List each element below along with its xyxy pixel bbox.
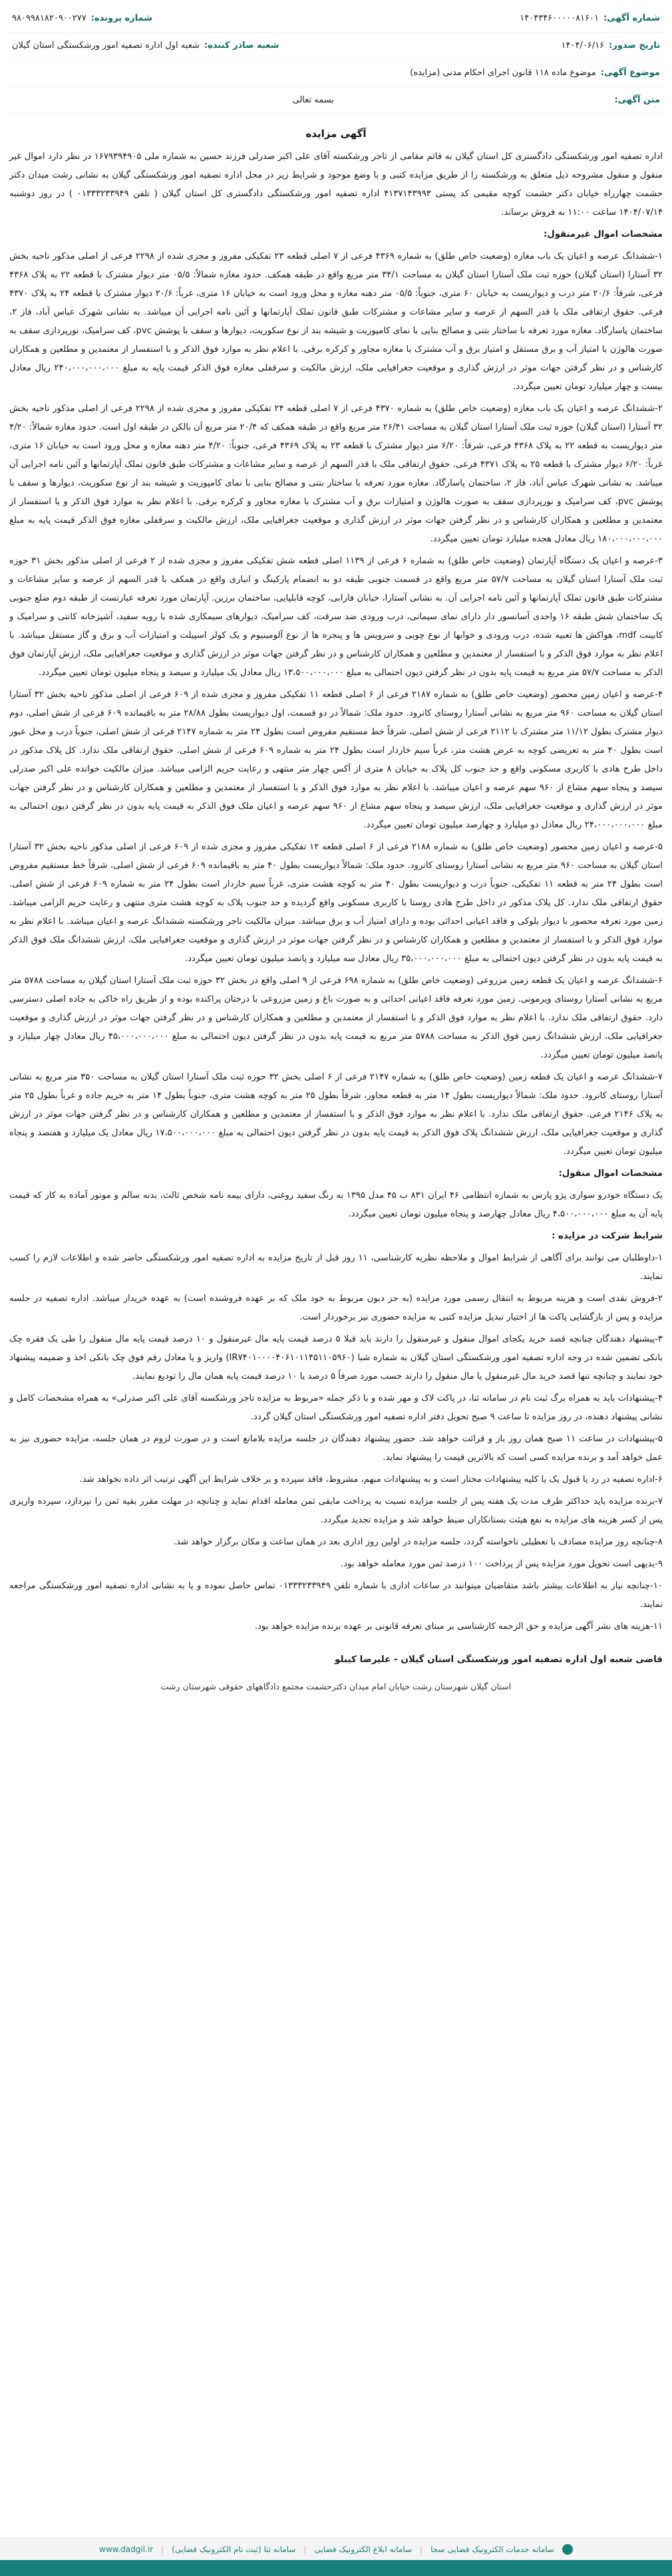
notice-title: آگهی مزایده xyxy=(305,128,367,140)
notice-body xyxy=(0,114,672,1708)
notice-paragraph: مشخصات اموال منقول: xyxy=(558,1169,663,1179)
notice-paragraph: ۶-اداره تصفیه در رد یا قبول یک یا کلیه پیشنهادات مختار است و به پیشنهادات مبهم، مشروط، فاقد سپرده و بر خلاف شرایط این آگهی ترتیب اثر داده نخواهد شد. xyxy=(79,1475,663,1485)
notice-paragraph: ۳-عرصه و اعیان یک دستگاه آپارتمان (وضعیت خاص طلق) به شماره ۶ فرعی از ۱۱۳۹ اصلی قطعه شش تفکیکی مفروز و مجزی شده از ۲ فرعی از اصلی مذکور بخش ۳۱ حوزه ثبت ملک آستارا استان گیلان به مساحت ۵۷/۷ متر مربع واقع در قسمت جنوبی طبقه دو به انضمام پارکینگ و انباری واقع در همکف با قدر السهم از عرصه و سایر مشاعات و مشترکات طبق قانون تملک آپارتمانها و آئین نامه اجرایی آن. به نشانی آستارا، خیابان فارابی، کوچه قابلپایی، ساختمان برزین. آپارتمان مورد تعرفه عبارتست از طبقه دوم ضلع جنوبی یک ساختمان شش طبقه ۱۶ واحدی آسانسور دار دارای نمای سیمانی، درب ورودی ضد سرقت، کف سرامیک، دیوارهای سیمکاری شده با رویه سفید، آشپزخانه کانتی و سرامیک و کابینت mdf، هواکش ها تعبیه شده، درب ورودی و خوابها از نوع چوبی و سرویس ها و پنجره ها از نوع آلومینیوم و یک کولر اسپیلت و امتیازات آب و برق و گاز مستقل میباشد. با اعلام نظر به موارد فوق الذکر و با استفسار از معتمدین و مطلعین و همکاران کارشناس و در نظر گرفتن جهات موثر در ارزش گذاری و موقعیت جغرافیایی ملک، ارزش آپارتمان فوق الذکر به مساحت ۵۷/۷ متر مربع به قیمت پایه بدون در نظر گرفتن دیون احتمالی به مبلغ ۱۳،۵۰۰،۰۰۰،۰۰۰ ریال معادل یک میلیارد و سیصد و پنجاه میلیون تومان تعیین میگردد. xyxy=(9,556,663,678)
notice-paragraph: مشخصات اموال غیرمنقول: xyxy=(543,229,663,239)
notice-paragraph: ۹-بدیهی است تحویل مورد مزایده پس از پرداخت ۱۰۰ درصد ثمن مورد معامله خواهد بود. xyxy=(341,1559,663,1569)
notice-paragraph: ۱۱-هزینه های نشر آگهی مزایده و حق الزحمه کارشناسی بر مبنای تعرفه قانونی بر عهده برنده مزایده خواهد بود. xyxy=(254,1622,663,1632)
judge-signature: قاضی شعبه اول اداره تصفیه امور ورشکستگی استان گیلان - علیرضا کیبلو xyxy=(335,1654,663,1665)
footer-site-link[interactable]: www.dadgil.ir xyxy=(99,2545,154,2554)
issuing-branch-label: شعبه صادر کننده: xyxy=(204,41,279,51)
notice-paragraph: ۴-پیشنهادات باید به همراه برگ ثبت نام در سامانه ثنا، در پاکت لاک و مهر شده و با ذکر جمله «مربوط به مزایده تاجر ورشکسته آقای علی اکبر صدرلی» به همراه مشخصات کامل و نشانی پیشنهاد دهنده، در روز مزایده تا ساعت ۹ صبح تحویل دفتر اداره تصفیه امور ورشکستگی استان گیلان گردد. xyxy=(9,1393,663,1422)
notice-number-label: شماره آگهی: xyxy=(603,13,660,23)
issue-date-field xyxy=(562,39,660,53)
notice-paragraph: ۲-فروش نقدی است و هزینه مربوط به انتقال رسمی مورد مزایده (به جز دیون مربوط به خود ملک که بر عهده فروشنده است) به عهده خریدار میباشد. اداره تصفیه در جلسه مزایده و پس از بازگشایی پاکت ها از اختیار تبدیل مزایده کتبی به مزایده حضوری نیز برخوردار است. xyxy=(9,1294,663,1322)
court-address: استان گیلان شهرستان رشت خیابان امام میدان دکترحشمت مجتمع دادگاههای حقوقی شهرستان رشت xyxy=(160,1681,512,1691)
notice-paragraph: اداره تصفیه امور ورشکستگی دادگستری کل استان گیلان به قائم مقامی از تاجر ورشکسته آقای علی اکبر صدرلی فرزند حسین به شماره ملی ۱۶۷۹۳۹۴۹۰۵ در نظر دارد اموال غیر منقول و منقول مشروحه ذیل متعلق به ورشکسته را از طریق مزایده کتبی و با وضع موجود و شرایط زیر در محل اداره تصفیه امور ورشکستگی گیلان به نشانی رشت میدان دکتر حشمت چهارراه خیابان دکتر حشمت کوچه مقیمی کد پستی ۴۱۳۷۱۴۳۹۹۳ اداره تصفیه امور ورشکستگی دادگستری کل استان گیلان ( تلفن ۰۱۳۳۳۲۳۳۹۴۹ ) در روز دوشنبه ۱۴۰۴/۰۷/۱۴ ساعت ۱۱:۰۰ به فروش برساند. xyxy=(9,152,663,217)
subject-field xyxy=(410,67,660,80)
case-number-value: ۹۸۰۹۹۸۱۸۲۰۹۰۰۲۷۷ xyxy=(12,13,86,23)
body-label-field xyxy=(614,94,660,107)
notice-paragraph: ۱-داوطلبان می توانند برای آگاهی از شرایط اموال و ملاحظه نظریه کارشناسی، ۱۱ روز قبل از تاریخ مزایده به اداره تصفیه امور ورشکستگی حاضر شده و اطلاعات لازم را کسب نمایند. xyxy=(9,1253,663,1282)
besmele-text: بسمه تعالی xyxy=(292,95,334,105)
issue-date-value: ۱۴۰۴/۰۶/۱۶ xyxy=(561,41,605,51)
footer-separator: | xyxy=(161,2545,164,2554)
body-label: متن آگهی: xyxy=(614,95,660,105)
footer-links-strip xyxy=(0,2538,672,2560)
notice-paragraph: ۸-چنانچه روز مزایده مصادف با تعطیلی ناخواسته گردد، جلسه مزایده در اولین روز اداری بعد در همان ساعت و مکان برگزار خواهد شد. xyxy=(173,1537,663,1547)
notice-number-field xyxy=(520,12,660,25)
header-row-2 xyxy=(8,33,664,60)
notice-paragraph: یک دستگاه خودرو سواری پژو پارس به شماره انتظامی ۴۶ ایران ۸۳۱ ب ۴۵ مدل ۱۳۹۵ به رنگ سفید روغنی، دارای بیمه نامه شخص ثالث، بدنه سالم و موتور آماده به کار که قیمت پایه آن به مبلغ ۴،۵۰۰،۰۰۰،۰۰۰ ریال معادل چهارصد و پنجاه میلیون تومان تعیین میگردد. xyxy=(9,1191,663,1219)
header-row-1 xyxy=(8,5,664,33)
case-number-label: شماره پرونده: xyxy=(90,13,153,23)
issuing-branch-field xyxy=(12,39,279,53)
header-row-4 xyxy=(8,87,664,114)
subject-label: موضوع آگهی: xyxy=(600,68,660,78)
footer-link-saja[interactable]: سامانه خدمات الکترونیک قضایی سجا xyxy=(430,2545,554,2554)
paragraph-list xyxy=(9,148,663,1636)
notice-paragraph: ۵-عرصه و اعیان زمین محصور (وضعیت خاص طلق) به شماره ۲۱۸۸ فرعی از ۶ اصلی قطعه ۱۲ تفکیکی مفروز و مجزی شده از ۶۰۹ فرعی از اصلی مذکور ناحیه بخش ۳۲ آستارا استان گیلان به مساحت ۹۶۰ متر مربع به نشانی آستارا روستای کانرود. حدود ملک: شمالاً دیواریست بطول ۴۰ متر به باقیمانده ۶۰۹ فرعی از شش اصلی، شرقاً خط مستقیم مفروض است بطول ۲۴ متر به قطعه ۱۱ تفکیکی، جنوباً درب و دیواریست بطول ۴۰ متر به کوچه هشت متری، غرباً سیم خاردار است بطول ۲۴ متر به شماره ۶۰۹ فرعی از شش اصلی. حقوق ارتفاقی ملک ندارد. کل پلاک مذکور در داخل طرح هادی روستا با کاربری مسکونی واقع گردیده و حد جنوب پلاک به کوچه هشت متری منتهی و رعایت حریم الزامی میباشد. زمین مورد تعرفه محصور با دیوار بلوکی و فاقد اعیانی احداثی بوده و دارای امتیاز آب و برق میباشد. میزان مالکیت تاجر ورشکسته ششدانگ عرصه و اعیان میباشد. با اعلام نظر به موارد فوق الذکر و با استفسار از معتمدین و مطلعین و همکاران کارشناس و در نظر گرفتن جهات موثر در ارزش گذاری و موقعیت جغرافیایی ملک، ارزش ششدانگ ملک فوق الذکر به قیمت پایه بدون در نظر گرفتن دیون احتمالی به مبلغ ۳۵،۰۰۰،۰۰۰،۰۰۰ ریال معادل سه میلیارد و پانصد میلیون تومان تعیین میگردد. xyxy=(9,842,663,964)
page-footer xyxy=(0,2538,672,2576)
footer-separator: | xyxy=(303,2545,307,2554)
notice-paragraph: شرایط شرکت در مزایده : xyxy=(552,1231,663,1241)
notice-paragraph: ۴-عرصه و اعیان زمین محصور (وضعیت خاص طلق) به شماره ۲۱۸۷ فرعی از ۶ اصلی قطعه ۱۱ تفکیکی مفروز و مجزی شده از ۶۰۹ فرعی از اصلی مذکور ناحیه بخش ۳۲ آستارا استان گیلان به مساحت ۹۶۰ متر مربع به نشانی آستارا روستای کانرود. حدود ملک: شمالاً در دو قسمت، اول دیواریست بطول ۲۸/۸۸ متر به باقیمانده ۶۰۹ فرعی از شش اصلی، دوم دیوار مشترک بطول ۱۱/۱۲ متر مشترک با ۲۱۱۲ فرعی از شش اصلی، شرقاً خط مستقیم مفروض است بطول ۲۴ متر به شماره ۲۱۴۷ فرعی از شش اصلی، جنوباً درب و محل عبور است بطول ۴۰ متر به تعریضی کوچه به عرض هشت متر، غرباً سیم خاردار است بطول ۲۴ متر به شماره ۶۰۹ فرعی از شش اصلی. حقوق ارتفاقی ملک ندارد. کل پلاک مذکور در داخل طرح هادی با کاربری مسکونی واقع و حد جنوب کل پلاک به خیابان ۸ متری از آکس چهار متر منتهی و رعایت حریم الزامی میباشد. میزان مالکیت خوانده علی اکبر صدرلی سیصد و پنجاه سهم مشاع از ۹۶۰ سهم عرصه و اعیان میباشد. با اعلام نظر به موارد فوق الذکر و با استفسار از معتمدین و مطلعین و همکاران کارشناس و در نظر گرفتن جهات موثر در ارزش گذاری و موقعیت جغرافیایی ملک، ارزش سیصد و پنجاه سهم مشاع از ۹۶۰ سهم عرصه و اعیان ملک فوق الذکر به قیمت پایه بدون در نظر گرفتن دیون احتمالی به مبلغ ۲۴،۰۰۰،۰۰۰،۰۰۰ ریال معادل دو میلیارد و چهارصد میلیون تومان تعیین میگردد. xyxy=(9,690,663,830)
subject-value: موضوع ماده ۱۱۸ قانون اجرای احکام مدنی (مزایده) xyxy=(410,68,596,78)
notice-paragraph: ۷-ششدانگ عرصه و اعیان یک قطعه زمین (وضعیت خاص طلق) به شماره ۲۱۴۷ فرعی از ۶ اصلی بخش ۳۲ حوزه ثبت ملک آستارا استان گیلان به مساحت ۳۵۰ متر مربع به نشانی آستارا روستای کانرود. حدود ملک: شمالاً دیواریست بطول ۱۴ متر به قطعه مجاور، شرقاً بطول ۲۵ متر به کوچه هشت متری، جنوباً بطول ۱۴ متر به حریم جاده و غرباً بطول ۲۵ متر به پلاک ۲۱۴۶ فرعی. حقوق ارتفاقی ملک ندارد. با اعلام نظر به موارد فوق الذکر و با استفسار از معتمدین و مطلعین و همکاران کارشناس و در نظر گرفتن جهات موثر در ارزش گذاری و موقعیت جغرافیایی ملک، ارزش ششدانگ پلاک فوق الذکر به قیمت پایه بدون در نظر گرفتن دیون احتمالی به مبلغ ۱۷،۵۰۰،۰۰۰،۰۰۰ ریال معادل یک میلیارد و هفتصد و پنجاه میلیون تومان تعیین میگردد. xyxy=(9,1072,663,1157)
judiciary-logo-icon xyxy=(562,2544,573,2555)
notice-paragraph: ۷-برنده مزایده باید حداکثر ظرف مدت یک هفته پس از جلسه مزایده نسبت به پرداخت مابقی ثمن معامله اقدام نماید و چنانچه در مهلت مقرر بقیه ثمن را نپردازد، سپرده واریزی پس از کسر هزینه های مزایده به نفع هیئت بستانکاران ضبط خواهد شد و مزایده تجدید میگردد. xyxy=(9,1497,663,1525)
footer-bar xyxy=(0,2560,672,2576)
notice-number-value: ۱۴۰۴۳۴۶۰۰۰۰۰۸۱۶۰۱ xyxy=(520,13,599,23)
notice-paragraph: ۲-ششدانگ عرصه و اعیان یک باب مغازه (وضعیت خاص طلق) به شماره ۴۳۷۰ فرعی از ۷ اصلی قطعه ۲۴ تفکیکی مفروز و مجزی شده از ۲۲۹۸ فرعی از اصلی مذکور ناحیه بخش ۳۲ آستارا (استان گیلان) حوزه ثبت ملک آستارا استان گیلان به مساحت ۲۶/۴۱ متر مربع واقع در طبقه همکف که ۲۰/۴ متر مربع آن بالکن در طبقه اول است. حدود مغازه شمالاً: ۴/۲۰ متر دیواریست به قطعه ۲۲ به پلاک ۴۳۶۸ فرعی، شرقاً: ۶/۲۰ متر دیوار مشترک با قطعه ۲۳ به پلاک ۴۳۶۹ فرعی، جنوباً: ۴/۲۰ متر دهنه مغازه و محل ورود است به خیابان ۱۶ متری، غرباً: ۶/۲۰ دیوار مشترک با قطعه ۲۵ به پلاک ۴۳۷۱ فرعی. حقوق ارتفاقی ملک با قدر السهم از عرصه و سایر مشاعات و مشترکات طبق قانون تملک آپارتمانها و آئین نامه اجرایی آن میباشد. به نشانی شهرک عباس آباد، فاز ۲، ساختمان پاسارگاد. مغازه مورد تعرفه با ساختار بتنی و مصالح بنایی با نمای کامپوزیت و شیشه بند از نوع سکوریت، دیوارها و سقف با پوشش pvc، کف سرامیک و نورپردازی سقف به صورت هالوژن و امتیازات برق و آب مشترک با مغازه مجاور و کرکره برقی. با اعلام نظر به موارد فوق الذکر و با استفسار از معتمدین و مطلعین و همکاران کارشناس و در نظر گرفتن جهات موثر در ارزش گذاری و موقعیت جغرافیایی ملک، ارزش مالکیت و سرقفلی مغازه فوق الذکر قیمت پایه به مبلغ ۱۸۰،۰۰۰،۰۰۰،۰۰۰ ریال معادل هجده میلیارد تومان تعیین میگردد. xyxy=(9,404,663,544)
footer-link-eblagh[interactable]: سامانه ابلاغ الکترونیک قضایی xyxy=(314,2545,413,2554)
case-number-field xyxy=(12,12,152,25)
footer-separator: | xyxy=(420,2545,423,2554)
notice-paragraph: ۶-ششدانگ عرصه و اعیان یک قطعه زمین مزروعی (وضعیت خاص طلق) به شماره ۶۹۸ فرعی از ۹ اصلی واقع در بخش ۳۲ حوزه ثبت ملک آستارا استان گیلان به مساحت ۵۷۸۸ متر مربع به نشانی آستارا روستای ویرمونی. زمین مورد تعرفه فاقد اعیانی احداثی و به صورت باغ و زمین مزروعی با درختان پراکنده بوده و از طریق راه خاکی به جاده اصلی دسترسی دارد. حقوق ارتفاقی ملک ندارد. با اعلام نظر به موارد فوق الذکر و با استفسار از معتمدین و مطلعین و همکاران کارشناس و در نظر گرفتن جهات موثر در ارزش گذاری و موقعیت جغرافیایی ملک، ارزش ششدانگ زمین فوق الذکر به مساحت ۵۷۸۸ متر مربع به قیمت پایه بدون در نظر گرفتن دیون احتمالی به مبلغ ۴۵،۰۰۰،۰۰۰،۰۰۰ ریال معادل چهار میلیارد و پانصد میلیون تومان تعیین میگردد. xyxy=(9,976,663,1060)
issuing-branch-value: شعبه اول اداره تصفیه امور ورشکستگی استان گیلان xyxy=(12,41,200,51)
notice-paragraph: ۱۰-چنانچه نیاز به اطلاعات بیشتر باشد متقاضیان میتوانند در ساعات اداری با شماره تلفن ۰۱۳۳۳۲۳۳۹۴۹ تماس حاصل نموده و یا به نشانی اداره تصفیه امور ورشکستگی مراجعه نمایند. xyxy=(9,1581,663,1610)
header-row-3 xyxy=(8,60,664,87)
notice-header xyxy=(0,0,672,114)
notice-paragraph: ۳-پیشنهاد دهندگان چنانچه قصد خرید یکجای اموال منقول و غیرمنقول را دارند باید قبلا ۵ درصد قیمت پایه مال غیرمنقول و ۱۰ درصد قیمت پایه مال منقول را طی یک فقره چک بانکی تضمین شده در وجه اداره تصفیه امور ورشکستگی استان گیلان به شماره شبا (IR۷۴۰۱۰۰۰۰۴۰۶۱۰۱۱۴۵۱۱۰۵۹۶۰) واریز و یا معادل رقم فوق چک بانکی اخذ و ضمیمه پیشنهاد خود نمایند و چنانچه تنها قصد خرید مال غیرمنقول یا مال منقول را دارند حسب مورد صرفاً ۵ درصد یا ۱۰ درصد قیمت پایه همان مال را تودیع نمایند. xyxy=(9,1334,663,1381)
notice-paragraph: ۱-ششدانگ عرصه و اعیان یک باب مغازه (وضعیت خاص طلق) به شماره ۴۳۶۹ فرعی از ۷ اصلی قطعه ۲۳ تفکیکی مفروز و مجزی شده از ۲۲۹۸ فرعی از اصلی مذکور ناحیه بخش ۳۲ آستارا (استان گیلان) حوزه ثبت ملک آستارا استان گیلان به مساحت ۳۴/۱ متر مربع واقع در طبقه همکف. حدود مغازه شمالاً: ۰۵/۵ متر دیوار مشترک با قطعه ۲۲ به پلاک ۴۳۶۸ فرعی، شرقاً: ۲۰/۶ متر درب و دیواریست به خیابان ۶۰ متری، جنوباً: ۰۵/۵ متر دهنه مغازه و محل ورود است به خیابان ۱۶ متری، غرباً: ۲۰/۶ دیوار مشترک با قطعه ۲۴ به پلاک ۴۳۷۰ فرعی. حقوق ارتفاقی ملک با قدر السهم از عرصه و سایر مشاعات و مشترکات طبق قانون تملک آپارتمانها و آئین نامه اجرایی آن میباشد. به نشانی شهرک عباس آباد، فاز ۲، ساختمان پاسارگاد. مغازه مورد تعرفه با ساختار بتنی و مصالح بنایی با نمای کامپوزیت و شیشه بند از نوع سکوریت، دیوارها و سقف با پوشش pvc، کف سرامیک، نورپردازی سقف به صورت هالوژن با امتیاز آب و برق مستقل و امتیاز برق و آب مشترک با مغازه مجاور و کرکره برقی. با اعلام نظر به موارد فوق الذکر و با استفسار از معتمدین و مطلعین و همکاران کارشناس و در نظر گرفتن جهات موثر در ارزش گذاری و موقعیت جغرافیایی ملک، ارزش مالکیت و سرقفلی مغازه فوق الذکر قیمت پایه به مبلغ ۲۴۰،۰۰۰،۰۰۰،۰۰۰ ریال معادل بیست و چهار میلیارد تومان تعیین میگردد. xyxy=(9,251,663,392)
footer-link-sana[interactable]: سامانه ثنا (ثبت نام الکترونیک قضایی) xyxy=(172,2545,296,2554)
notice-paragraph: ۵-پیشنهادات در ساعت ۱۱ صبح همان روز باز و قرائت خواهد شد. حضور پیشنهاد دهندگان در جلسه مزایده بلامانع است و در صورت لزوم در همان جلسه، مزایده حضوری نیز به عمل خواهد آمد و برنده مزایده کسی است که بالاترین قیمت را پیشنهاد نماید. xyxy=(9,1434,663,1463)
issue-date-label: تاریخ صدور: xyxy=(609,41,660,51)
